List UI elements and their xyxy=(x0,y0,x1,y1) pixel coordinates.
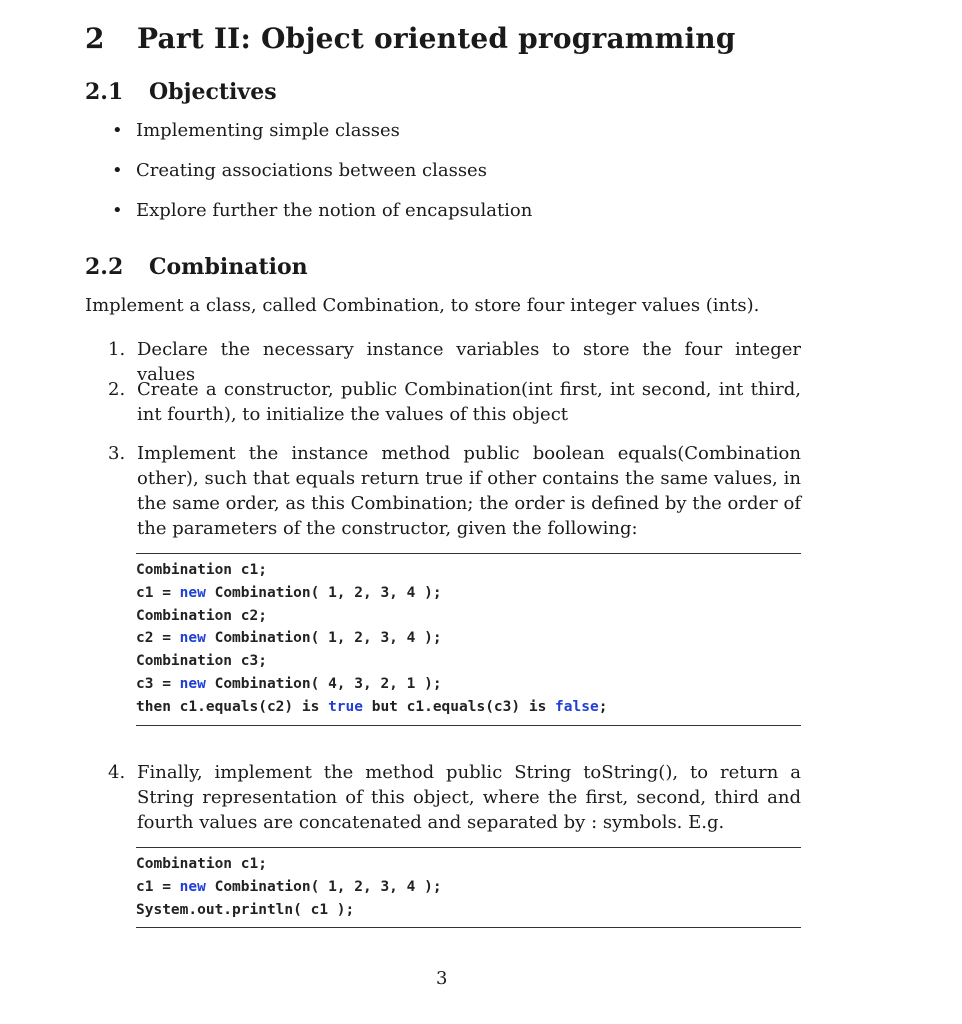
combination-heading xyxy=(85,254,308,280)
step-number: 1. xyxy=(108,339,126,360)
step-item xyxy=(108,760,808,835)
step-text: Finally, implement the method public String toString(), to return a String representation of this object, where the first, second, third and fourth values are concatenated and separated by : symbols. E.g. xyxy=(137,762,801,833)
bullet-icon: • xyxy=(112,120,123,141)
code-line: Combination c2; xyxy=(136,607,267,624)
step-number: 2. xyxy=(108,379,126,400)
combination-intro: Implement a class, called Combination, to store four integer values (ints). xyxy=(85,295,760,316)
code-line: System.out.println( c1 ); xyxy=(136,901,355,918)
list-item-text: Creating associations between classes xyxy=(136,160,487,181)
step-text: Implement the instance method public boolean equals(Combination other), such that equals return true if other contains the same values, in the same order, as this Combination; the order is defined by the order of the parameters of the constructor, given the following: xyxy=(137,443,801,539)
objectives-list xyxy=(112,118,532,238)
subsection-number: 2.1 xyxy=(85,79,124,105)
code-line: Combination c3; xyxy=(136,653,267,670)
step-item xyxy=(108,441,808,541)
subsection-number: 2.2 xyxy=(85,254,124,280)
step-text: Declare the necessary instance variables to store the four integer values xyxy=(137,339,801,385)
objectives-heading xyxy=(85,79,277,105)
code-line: c3 = new Combination( 4, 3, 2, 1 ); xyxy=(136,675,442,692)
code-line: Combination c1; xyxy=(136,562,267,578)
step-number: 3. xyxy=(108,443,126,464)
step-item xyxy=(108,377,808,427)
list-item xyxy=(112,118,532,158)
code-line: then c1.equals(c2) is true but c1.equals(c3) is false; xyxy=(136,698,608,715)
subsection-title: Objectives xyxy=(149,79,277,105)
code-line: c1 = new Combination( 1, 2, 3, 4 ); xyxy=(136,878,442,895)
section-heading xyxy=(85,22,736,55)
code-block-tostring xyxy=(136,847,801,928)
page-number: 3 xyxy=(436,968,448,989)
section-title: Part II: Object oriented programming xyxy=(137,22,736,55)
subsection-title: Combination xyxy=(149,254,308,280)
list-item-text: Implementing simple classes xyxy=(136,120,400,141)
list-item-text: Explore further the notion of encapsulation xyxy=(136,200,533,221)
step-text: Create a constructor, public Combination(int first, int second, int third, int fourth), to initialize the values of this object xyxy=(137,379,801,425)
step-number: 4. xyxy=(108,762,126,783)
code-line: Combination c1; xyxy=(136,856,267,872)
code-line: c1 = new Combination( 1, 2, 3, 4 ); xyxy=(136,584,442,601)
list-item xyxy=(112,158,532,198)
section-number: 2 xyxy=(85,22,105,55)
code-block-equals xyxy=(136,553,801,726)
bullet-icon: • xyxy=(112,200,123,221)
bullet-icon: • xyxy=(112,160,123,181)
list-item xyxy=(112,198,532,238)
code-line: c2 = new Combination( 1, 2, 3, 4 ); xyxy=(136,630,442,647)
